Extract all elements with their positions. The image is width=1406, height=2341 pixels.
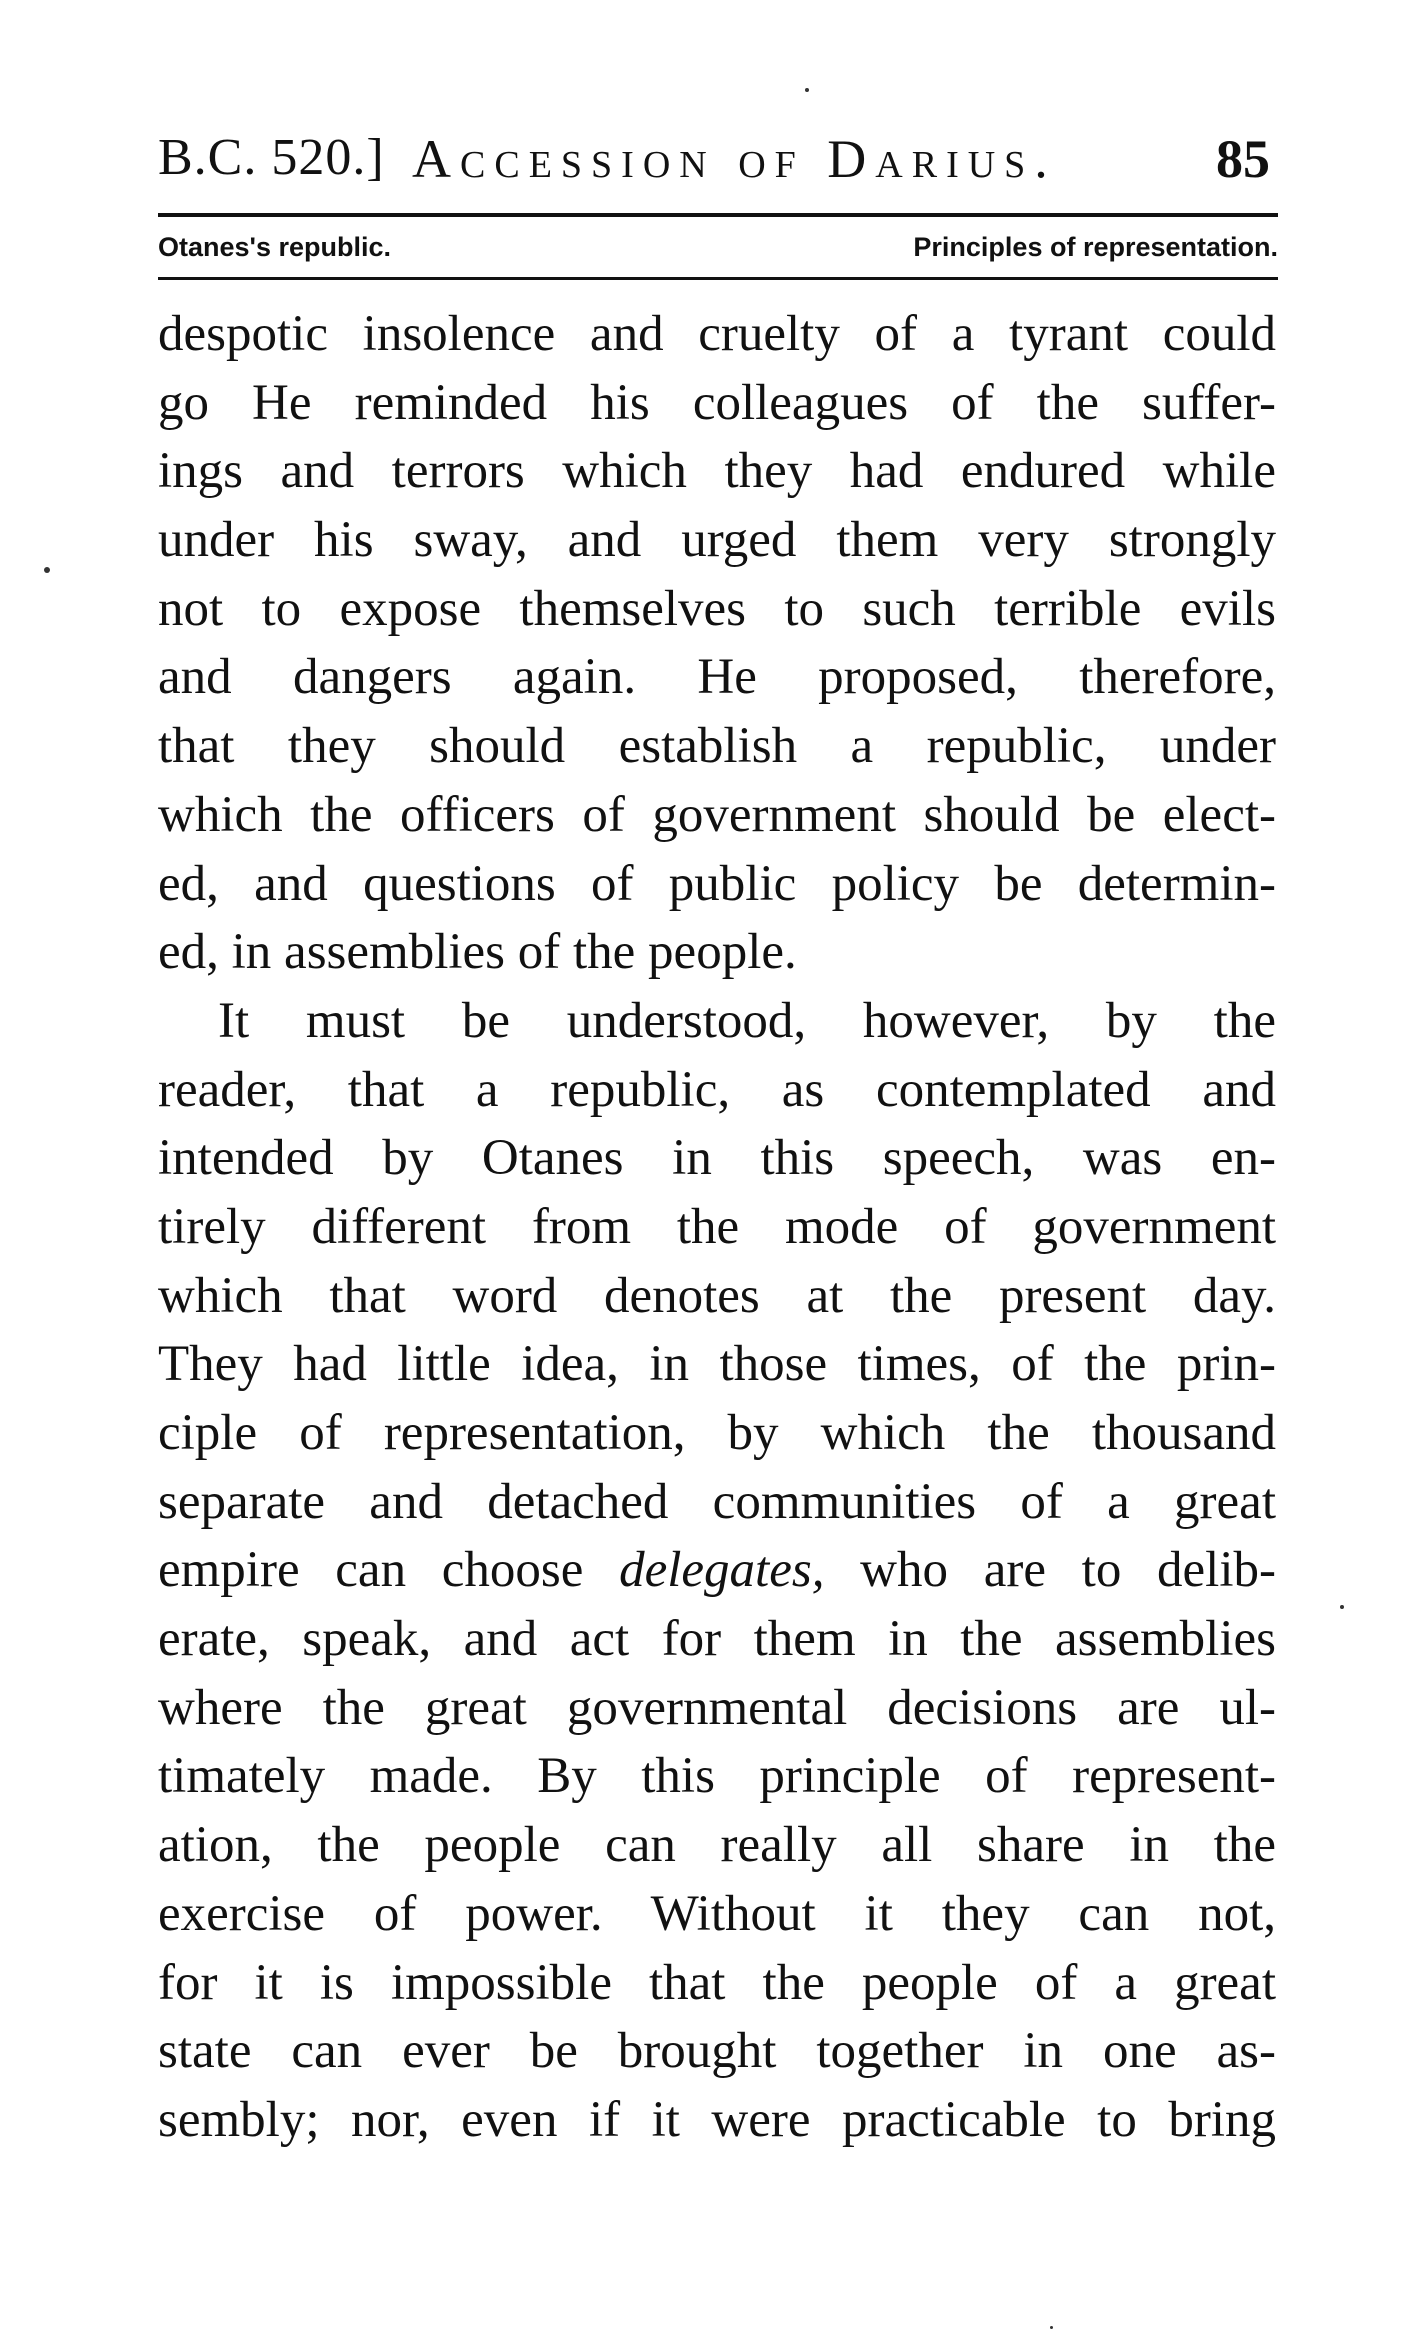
text-line: where the great governmental decisions are ul- [158,1679,1276,1736]
running-head [158,128,1278,198]
text-line: ed, and questions of public policy be determin- [158,855,1276,912]
text-line: and dangers again. He proposed, therefore, [158,649,1276,706]
print-speck [44,567,50,573]
text-line: sembly; nor, even if it were practicable to bring [158,2091,1276,2148]
text-line [158,1536,1276,1605]
date-range: B.C. 520.] [158,129,385,186]
page-number: 85 [1216,129,1270,189]
print-speck [805,88,809,92]
text-line: despotic insolence and cruelty of a tyrant could [158,306,1276,362]
text-line: ed, in assemblies of the people. [158,924,797,981]
italic-term: delegates, [619,1542,825,1599]
print-speck [1050,2326,1053,2329]
paragraph [158,300,1276,987]
text-line: ciple of representation, by which the thousand [158,1405,1276,1461]
text-line: tirely different from the mode of government [158,1198,1276,1255]
text-line: for it is impossible that the people of a great [158,1954,1276,2011]
text-line: separate and detached communities of a great [158,1473,1276,1530]
text-line: go He reminded his colleagues of the suffer- [158,374,1276,431]
text-line: timately made. By this principle of represent- [158,1748,1276,1805]
text-line: intended by Otanes in this speech, was en- [158,1130,1276,1187]
text-line: which that word denotes at the present day. [158,1267,1276,1324]
header-rule [158,213,1278,217]
text-fragment: empire can choose [158,1542,620,1599]
text-line: ation, the people can really all share in the [158,1817,1276,1874]
print-speck [1340,1605,1344,1609]
text-line: which the officers of government should be elect- [158,786,1276,843]
body-text [158,300,1276,2155]
text-line: ings and terrors which they had endured while [158,443,1276,500]
sidenote-right: Principles of representation. [913,232,1278,262]
text-line: that they should establish a republic, under [158,718,1276,775]
text-line: under his sway, and urged them very strongly [158,512,1276,569]
text-line: exercise of power. Without it they can not, [158,1885,1276,1942]
text-line: erate, speak, and act for them in the assemblies [158,1611,1276,1668]
text-line: state can ever be brought together in one as- [158,2023,1276,2080]
text-line: They had little idea, in those times, of the prin- [158,1336,1276,1393]
sidenote-left: Otanes's republic. [158,232,391,262]
text-line: not to expose themselves to such terrible evils [158,580,1276,637]
paragraph [158,987,1276,2155]
sidenote-rule [158,277,1278,280]
text-line: reader, that a republic, as contemplated and [158,1061,1276,1118]
sidenotes [158,232,1278,272]
text-fragment: who are to delib- [824,1542,1276,1599]
chapter-title: Accession of Darius. [412,129,1057,189]
text-line: It must be understood, however, by the [218,992,1276,1049]
